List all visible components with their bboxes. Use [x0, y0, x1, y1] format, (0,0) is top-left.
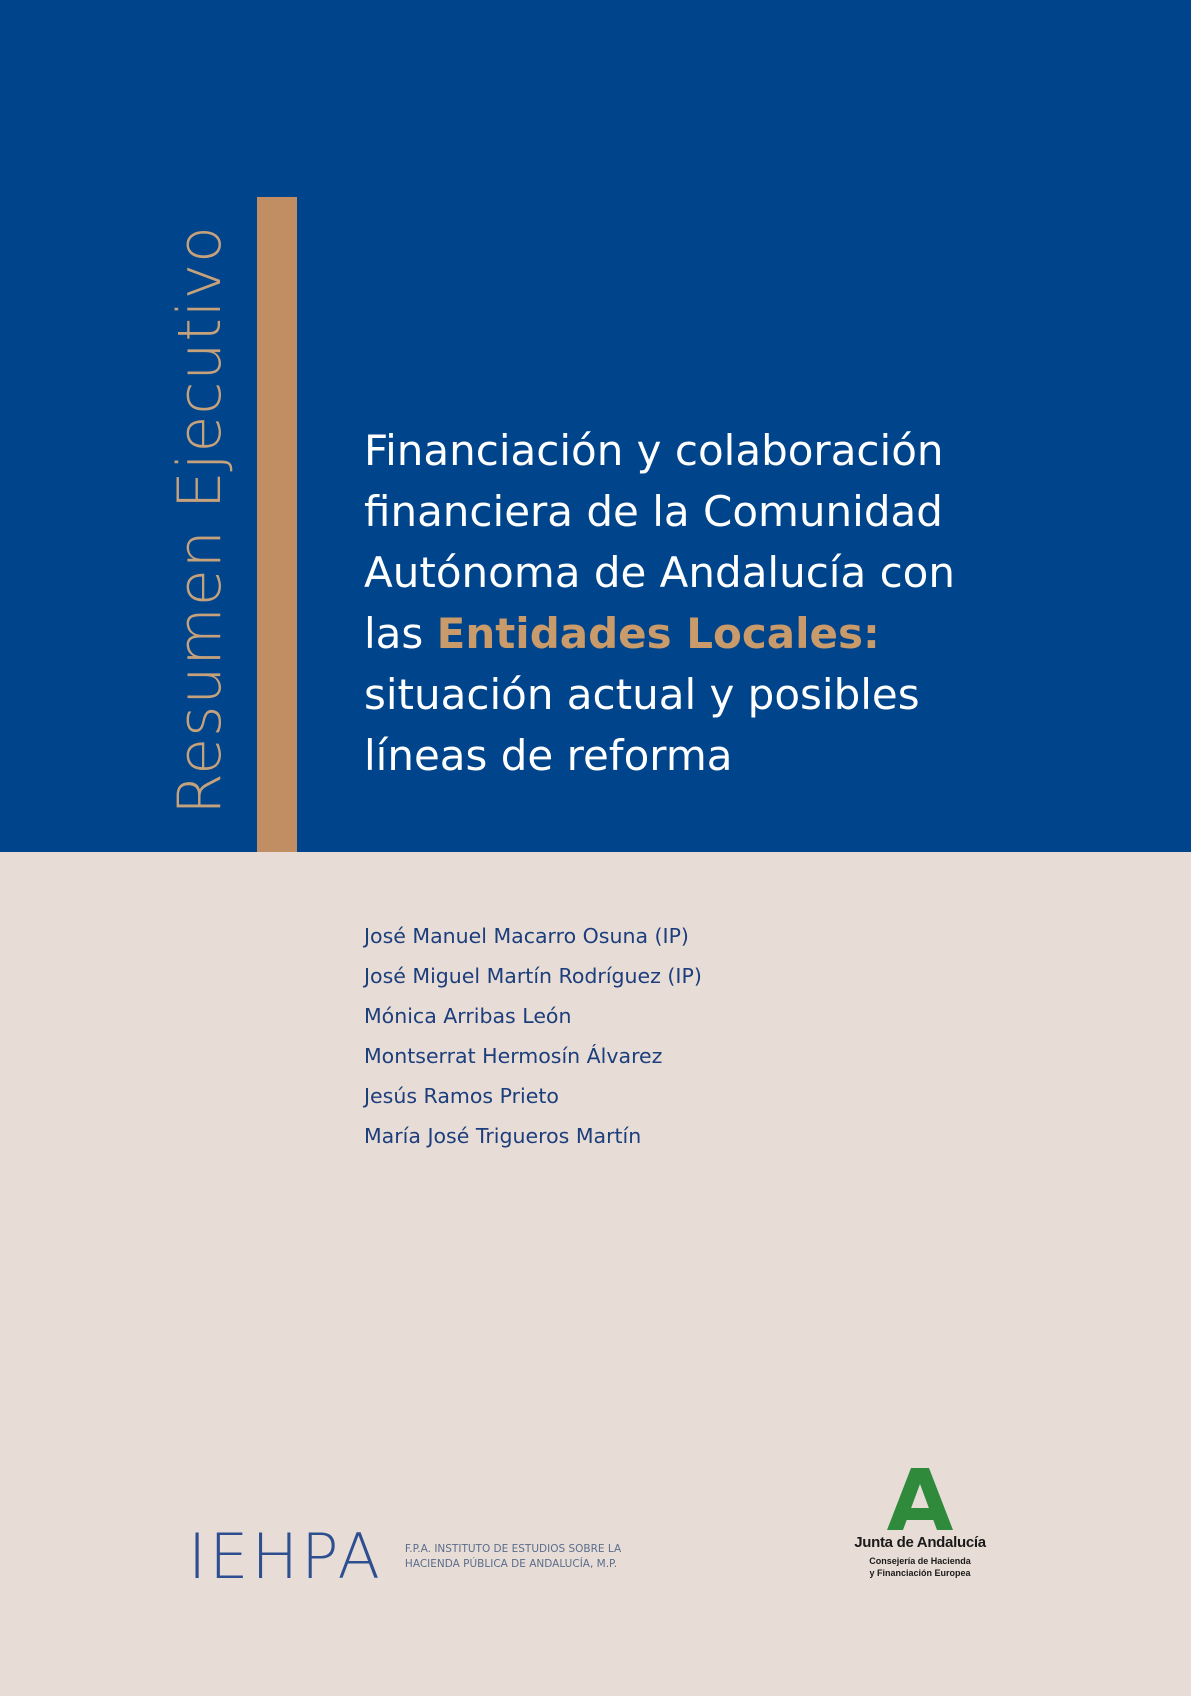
author-name: Mónica Arribas León [364, 1004, 572, 1028]
junta-department [840, 1555, 1000, 1579]
title-line-3: Autónoma de Andalucía con [364, 548, 955, 597]
title-line-4 [364, 603, 1064, 664]
accent-bar [257, 197, 297, 852]
junta-sub-line-1: Consejería de Hacienda [869, 1556, 971, 1566]
iehpa-logo [188, 1520, 621, 1593]
junta-a-icon [887, 1468, 953, 1530]
junta-sub-line-2: y Financiación Europea [869, 1568, 971, 1578]
iehpa-line-2: HACIENDA PÚBLICA DE ANDALUCÍA, M.P. [404, 1557, 618, 1570]
title-line-2: financiera de la Comunidad [364, 487, 943, 536]
author-list [364, 916, 702, 1156]
series-label: Resumen Ejecutivo [165, 225, 235, 815]
author-name: Montserrat Hermosín Álvarez [364, 1044, 663, 1068]
author-name: José Manuel Macarro Osuna (IP) [364, 924, 689, 948]
title-line-6: líneas de reforma [364, 731, 733, 780]
title-line-4-prefix: las [364, 609, 437, 658]
title-line-5: situación actual y posibles [364, 670, 920, 719]
author-name: María José Trigueros Martín [364, 1124, 642, 1148]
cover-title [364, 420, 1064, 786]
junta-andalucia-logo [840, 1468, 1000, 1579]
iehpa-wordmark: IEHPA [188, 1520, 383, 1593]
junta-name: Junta de Andalucía [854, 1534, 986, 1551]
iehpa-institute-name [405, 1542, 621, 1572]
author-name: José Miguel Martín Rodríguez (IP) [364, 964, 702, 988]
title-highlight: Entidades Locales: [436, 609, 880, 658]
iehpa-line-1: F.P.A. INSTITUTO DE ESTUDIOS SOBRE LA [404, 1542, 622, 1555]
author-name: Jesús Ramos Prieto [364, 1084, 559, 1108]
title-line-1: Financiación y colaboración [364, 426, 944, 475]
